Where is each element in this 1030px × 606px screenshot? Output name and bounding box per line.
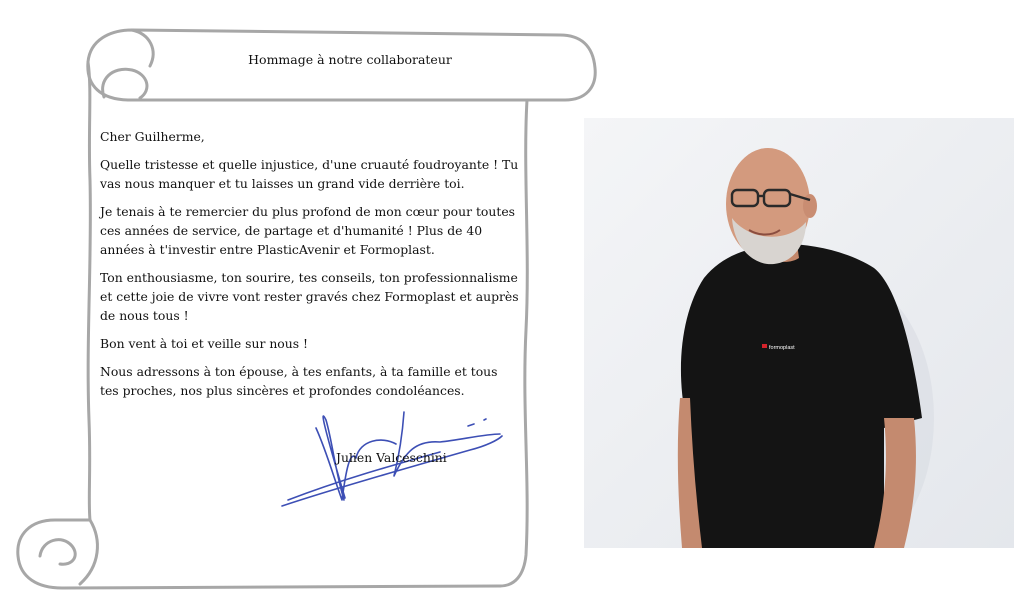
- portrait-photo: [584, 118, 1014, 548]
- letter-title: Hommage à notre collaborateur: [248, 52, 452, 67]
- shirt-logo: formoplast: [769, 345, 795, 351]
- letter-paragraph: Je tenais à te remercier du plus profond de mon cœur pour toutes ces années de service, de partage et d'humanité ! Plus de 40 années à t'investir entre PlasticAvenir et Formoplast.: [100, 204, 516, 257]
- letter-paragraph: Nous adressons à ton épouse, à tes enfants, à ta famille et tous tes proches, nos plus sincères et profondes condoléances.: [100, 364, 498, 398]
- letter-paragraph: Quelle tristesse et quelle injustice, d'une cruauté foudroyante ! Tu vas nous manquer et tu laisses un grand vide derrière toi.: [100, 157, 519, 191]
- letter-paragraph: Ton enthousiasme, ton sourire, tes conseils, ton professionnalisme et cette joie de vivre vont rester gravés chez Formoplast et auprès de nous tous !: [100, 270, 519, 323]
- shirt-logo-mark: [762, 344, 767, 348]
- signer-name: Julien Valceschini: [336, 450, 447, 465]
- letter-paragraph: Bon vent à toi et veille sur nous !: [100, 336, 309, 351]
- letter-salutation: Cher Guilherme,: [100, 129, 205, 144]
- portrait-illustration: [584, 118, 1014, 548]
